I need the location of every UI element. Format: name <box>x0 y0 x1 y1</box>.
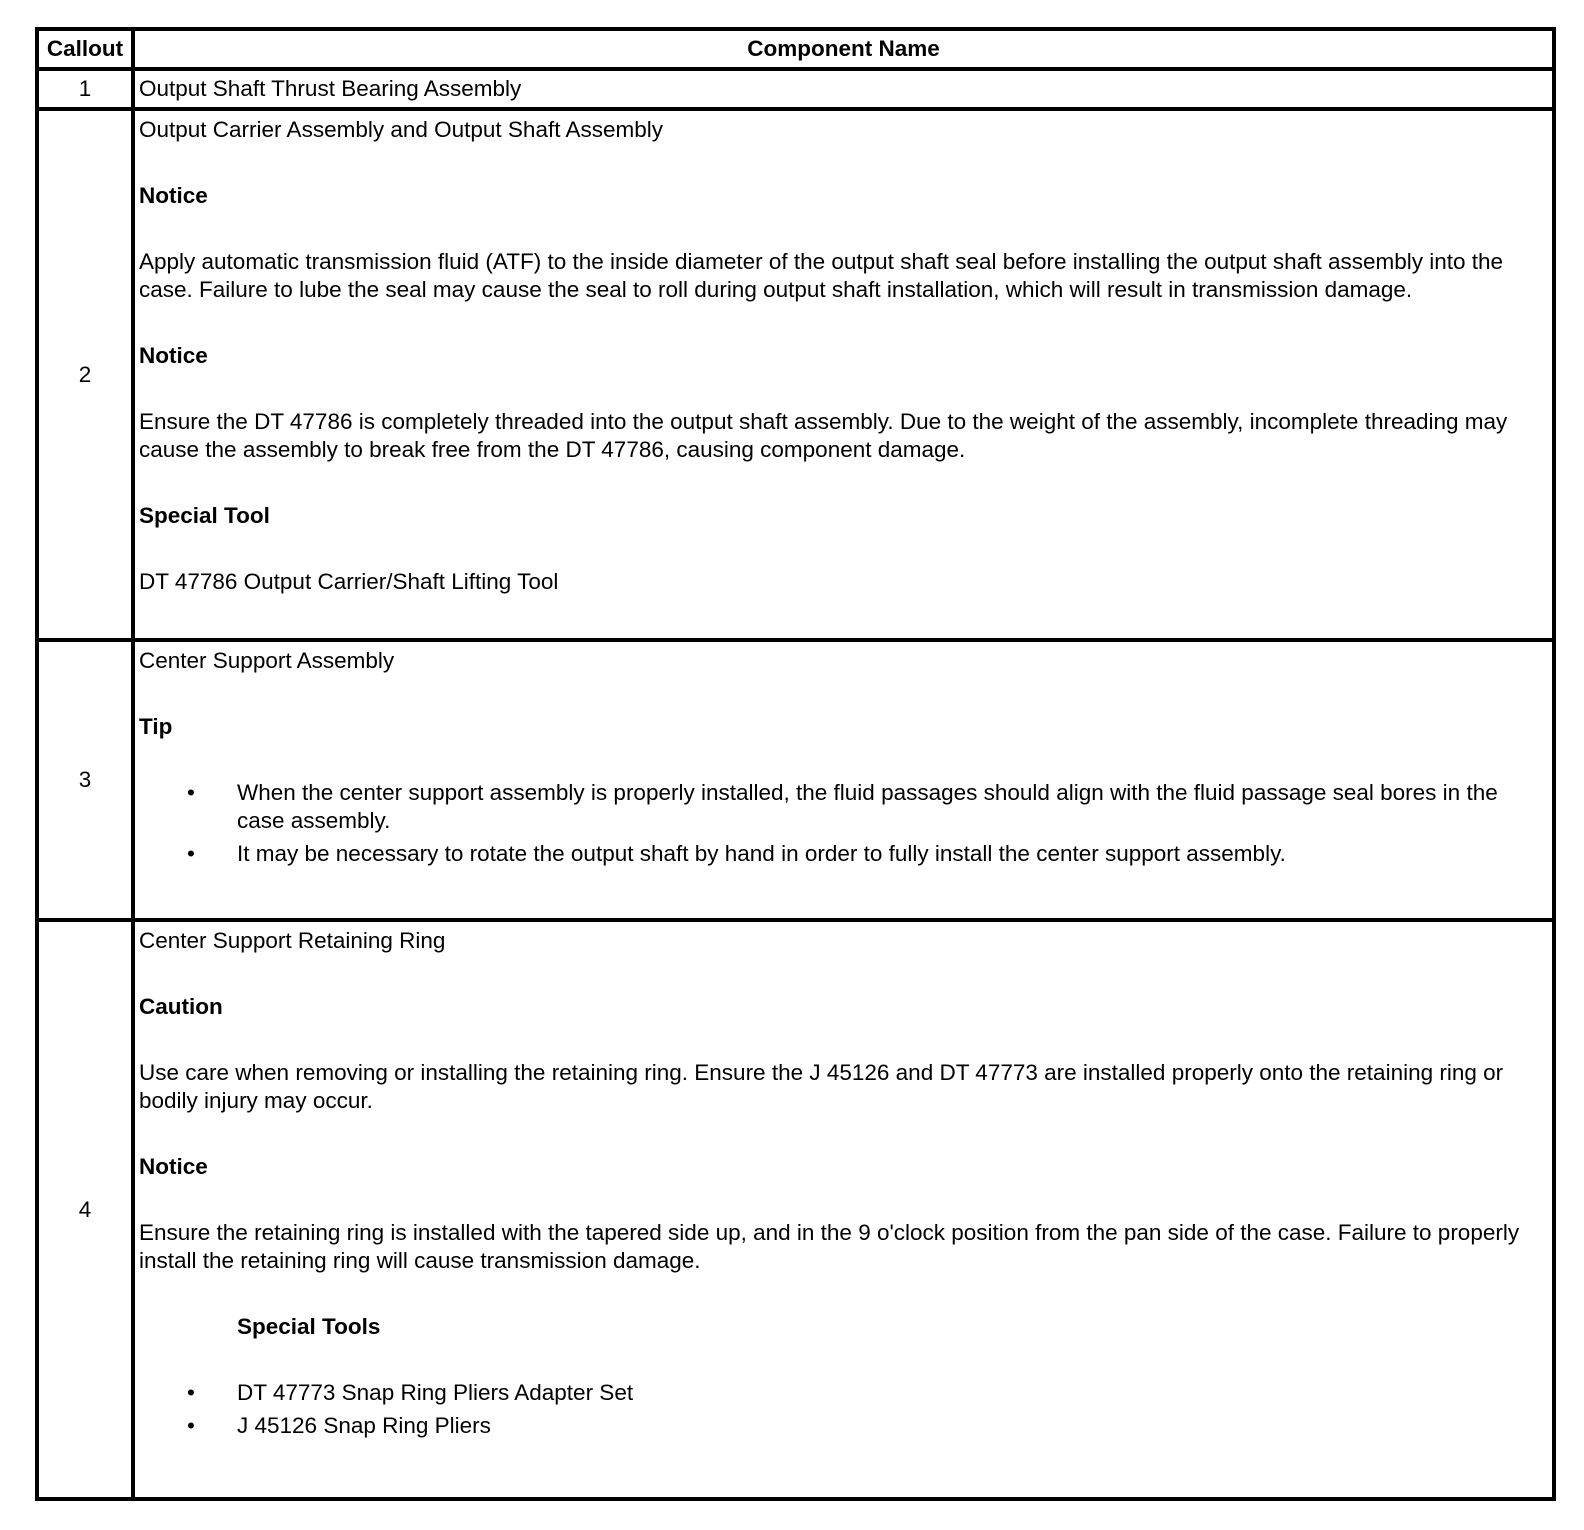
bullet-icon: • <box>187 1413 195 1438</box>
list-item <box>139 779 1548 835</box>
bullet-icon: • <box>187 841 195 866</box>
component-cell <box>133 640 1554 920</box>
callout-number: 1 <box>37 69 133 109</box>
callout-number: 3 <box>37 640 133 920</box>
special-tool-text: DT 47786 Output Carrier/Shaft Lifting Tool <box>139 569 559 594</box>
tip-text: It may be necessary to rotate the output shaft by hand in order to fully install the center support assembly. <box>237 841 1286 866</box>
special-tool-heading: Special Tool <box>139 503 270 528</box>
notice-heading: Notice <box>139 183 208 208</box>
table-header-row <box>37 29 1554 69</box>
notice-text: Ensure the DT 47786 is completely threaded into the output shaft assembly. Due to the weight of the assembly, incomplete threading may cause the assembly to break free from the DT 47786, causing component damage. <box>139 409 1508 462</box>
component-cell <box>133 69 1554 109</box>
component-cell <box>133 920 1554 1499</box>
header-component-name: Component Name <box>133 29 1554 69</box>
tip-list <box>139 779 1548 868</box>
component-title: Center Support Assembly <box>139 648 395 673</box>
list-item <box>139 1412 1548 1440</box>
table-row <box>37 640 1554 920</box>
table-row <box>37 109 1554 640</box>
tip-heading: Tip <box>139 714 173 739</box>
special-tools-heading: Special Tools <box>237 1314 381 1339</box>
caution-text: Use care when removing or installing the retaining ring. Ensure the J 45126 and DT 47773 are installed properly onto the retaining ring or bodily injury may occur. <box>139 1060 1504 1113</box>
component-cell <box>133 109 1554 640</box>
component-title: Output Shaft Thrust Bearing Assembly <box>139 76 522 101</box>
caution-heading: Caution <box>139 994 223 1019</box>
notice-text: Apply automatic transmission fluid (ATF) to the inside diameter of the output shaft seal before installing the output shaft assembly into the case. Failure to lube the seal may cause the seal to roll during output shaft installation, which will result in transmission damage. <box>139 249 1504 302</box>
special-tools-list <box>139 1379 1548 1440</box>
tip-text: When the center support assembly is properly installed, the fluid passages should align with the fluid passage seal bores in the case assembly. <box>237 780 1498 833</box>
component-callout-table <box>35 27 1556 1501</box>
notice-heading: Notice <box>139 343 208 368</box>
list-item <box>139 840 1548 868</box>
list-item <box>139 1379 1548 1407</box>
component-title: Output Carrier Assembly and Output Shaft Assembly <box>139 117 663 142</box>
table-row <box>37 69 1554 109</box>
table-row <box>37 920 1554 1499</box>
notice-text: Ensure the retaining ring is installed with the tapered side up, and in the 9 o'clock position from the pan side of the case. Failure to properly install the retaining ring will cause transmission damage. <box>139 1220 1520 1273</box>
bullet-icon: • <box>187 780 195 805</box>
bullet-icon: • <box>187 1380 195 1405</box>
callout-number: 2 <box>37 109 133 640</box>
callout-number: 4 <box>37 920 133 1499</box>
component-title: Center Support Retaining Ring <box>139 928 446 953</box>
header-callout: Callout <box>37 29 133 69</box>
notice-heading: Notice <box>139 1154 208 1179</box>
tool-text: DT 47773 Snap Ring Pliers Adapter Set <box>237 1380 634 1405</box>
tool-text: J 45126 Snap Ring Pliers <box>237 1413 491 1438</box>
